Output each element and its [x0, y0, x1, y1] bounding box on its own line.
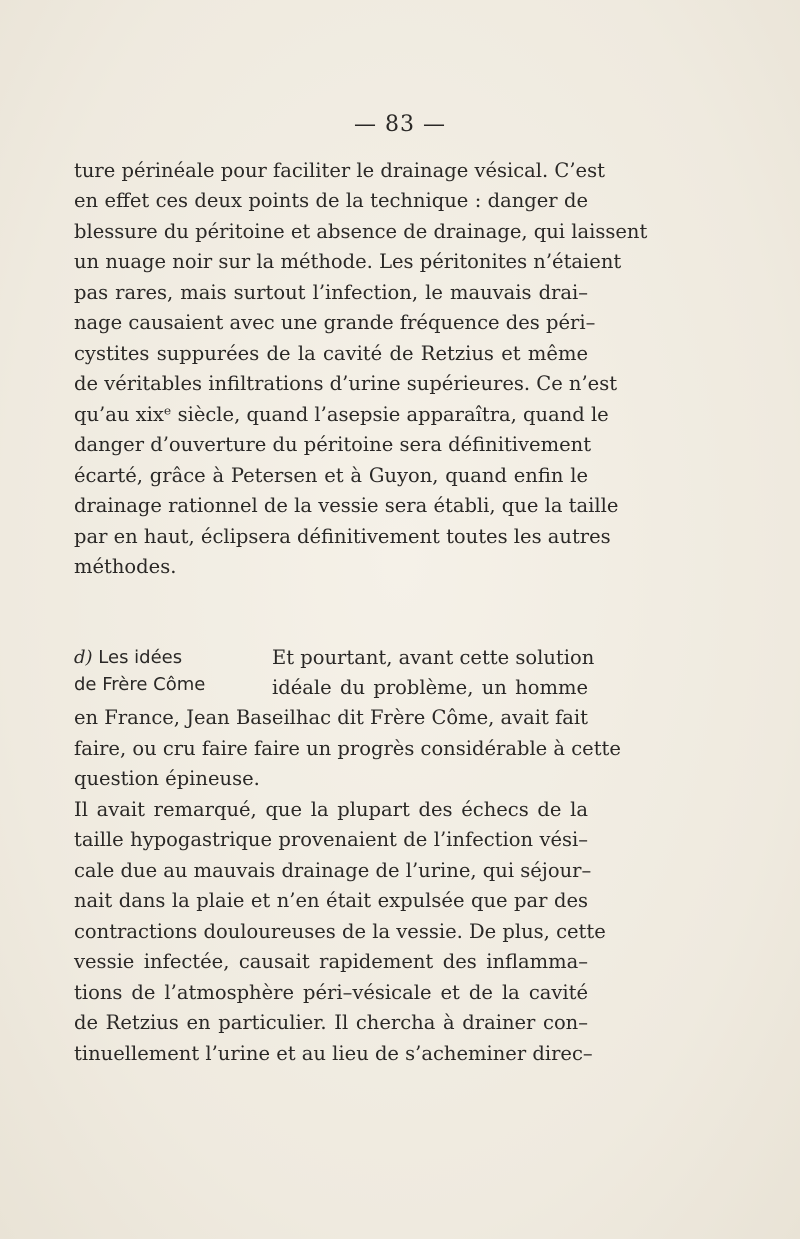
text-line: nait dans la plaie et n’en était expulsée que par des	[74, 889, 588, 912]
text-line: de véritables infiltrations d’urine supérieures. Ce n’est	[74, 372, 618, 395]
text-line: en effet ces deux points de la technique : danger de	[74, 189, 588, 212]
text-line: vessie infectée, causait rapidement des inflamma–	[74, 950, 588, 973]
text-line: Il avait remarqué, que la plupart des échecs de la	[74, 798, 588, 821]
section-heading-line2: de Frère Côme	[74, 674, 206, 695]
text-line: qu’au xixᵉ siècle, quand l’asepsie apparaîtra, quand le	[74, 403, 609, 426]
page-number: — 83 —	[354, 112, 446, 137]
text-line: faire, ou cru faire faire un progrès considérable à cette	[74, 737, 621, 760]
text-line: question épineuse.	[74, 767, 260, 790]
text-line: méthodes.	[74, 555, 177, 578]
text-line: idéale du problème, un homme	[272, 676, 588, 699]
text-line: drainage rationnel de la vessie sera établi, que la taille	[74, 494, 619, 517]
text-line: taille hypogastrique provenaient de l’infection vési–	[74, 828, 588, 851]
text-line: tions de l’atmosphère péri–vésicale et de la cavité	[74, 981, 588, 1004]
text-line: pas rares, mais surtout l’infection, le mauvais drai–	[74, 281, 588, 304]
text-line: en France, Jean Baseilhac dit Frère Côme, avait fait	[74, 706, 588, 729]
text-line: un nuage noir sur la méthode. Les péritonites n’étaient	[74, 250, 622, 273]
text-line: de Retzius en particulier. Il chercha à drainer con–	[74, 1011, 588, 1034]
section-heading-line1: Les idées	[98, 647, 183, 668]
text-line: tinuellement l’urine et au lieu de s’acheminer direc–	[74, 1042, 593, 1065]
text-line: cale due au mauvais drainage de l’urine, qui séjour–	[74, 859, 592, 882]
text-line: Et pourtant, avant cette solution	[272, 646, 595, 669]
text-line: nage causaient avec une grande fréquence des péri–	[74, 311, 596, 334]
text-line: cystites suppurées de la cavité de Retzius et même	[74, 342, 588, 365]
section-letter: d)	[74, 647, 93, 668]
text-line: contractions douloureuses de la vessie. De plus, cette	[74, 920, 606, 943]
text-line: par en haut, éclipsera définitivement toutes les autres	[74, 525, 611, 548]
text-line: écarté, grâce à Petersen et à Guyon, quand enfin le	[74, 464, 588, 487]
section-heading	[74, 643, 182, 673]
text-line: ture périnéale pour faciliter le drainage vésical. C’est	[74, 159, 605, 182]
text-line: blessure du péritoine et absence de drainage, qui laissent	[74, 220, 648, 243]
text-line: danger d’ouverture du péritoine sera définitivement	[74, 433, 592, 456]
